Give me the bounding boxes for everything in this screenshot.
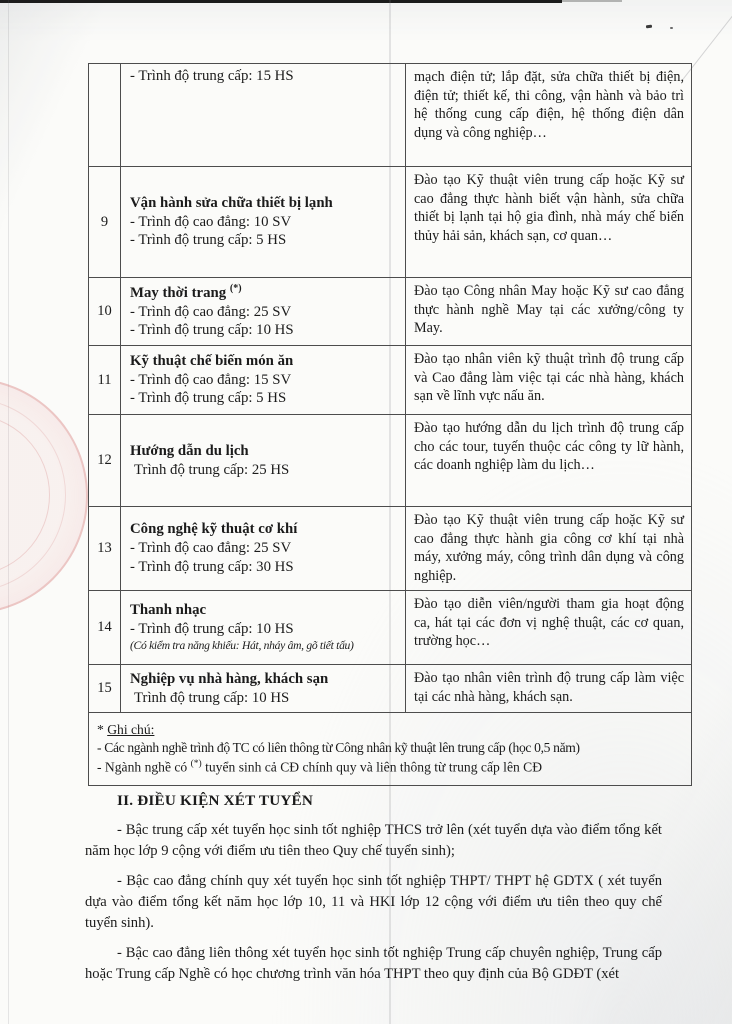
program-cell bbox=[121, 346, 406, 415]
program-level-line: - Trình độ cao đẳng: 10 SV bbox=[130, 213, 292, 230]
program-title: Hướng dẫn du lịch bbox=[130, 442, 249, 459]
table-row bbox=[89, 591, 692, 665]
program-level-line: Trình độ trung cấp: 25 HS bbox=[134, 461, 290, 478]
program-description: Đào tạo diễn viên/người tham gia hoạt động ca, hát tại các đơn vị nghệ thuật, các cơ quan, trường học… bbox=[406, 591, 692, 665]
program-title: May thời trang (*) bbox=[130, 282, 242, 301]
program-level-line: - Trình độ trung cấp: 15 HS bbox=[130, 68, 294, 84]
program-aptitude-note: (Có kiểm tra năng khiếu: Hát, nháy âm, gõ tiết tấu) bbox=[130, 638, 354, 652]
program-level-line: - Trình độ trung cấp: 10 HS bbox=[130, 322, 294, 339]
program-cell bbox=[121, 64, 406, 167]
section-heading: II. ĐIỀU KIỆN XÉT TUYỂN bbox=[117, 792, 314, 809]
row-number: 10 bbox=[89, 278, 121, 346]
table-row bbox=[89, 665, 692, 713]
programs-table bbox=[88, 63, 692, 786]
program-cell bbox=[121, 591, 406, 665]
program-cell bbox=[121, 415, 406, 507]
scan-speck bbox=[670, 27, 673, 29]
footnote bbox=[89, 713, 692, 786]
program-description: Đào tạo Kỹ thuật viên trung cấp hoặc Kỹ sư cao đẳng thực hành gia công cơ khí tại nhà máy, xưởng máy, công trình dân dụng và công nghiệp. bbox=[406, 507, 692, 591]
program-level-line: Trình độ trung cấp: 10 HS bbox=[134, 689, 290, 706]
paragraph: - Bậc cao đẳng chính quy xét tuyển học sinh tốt nghiệp THPT/ THPT hệ GDTX ( xét tuyển dựa vào điểm tổng kết năm học lớp 10, 11 và HKI lớp 12 cộng với điểm ưu tiên theo quy chế tuyển sinh). bbox=[85, 873, 662, 931]
section-2 bbox=[85, 792, 662, 994]
row-number: 11 bbox=[89, 346, 121, 415]
program-title: Thanh nhạc bbox=[130, 602, 207, 619]
program-title: Vận hành sửa chữa thiết bị lạnh bbox=[130, 194, 333, 211]
table-row bbox=[89, 415, 692, 507]
table-row bbox=[89, 507, 692, 591]
program-cell bbox=[121, 167, 406, 278]
program-level-line: - Trình độ cao đẳng: 25 SV bbox=[130, 540, 292, 557]
table-row bbox=[89, 346, 692, 415]
row-number: 15 bbox=[89, 665, 121, 713]
footnote-heading: * Ghi chú: bbox=[97, 721, 155, 737]
program-description: Đào tạo Kỹ thuật viên trung cấp hoặc Kỹ sư cao đẳng thực hành biết vận hành, sửa chữa thiết bị lạnh tại hộ gia đình, nhà máy chế biến thủy hải sản, khách sạn, cơ quan… bbox=[406, 167, 692, 278]
table-row bbox=[89, 278, 692, 346]
row-number bbox=[89, 64, 121, 167]
row-number: 14 bbox=[89, 591, 121, 665]
footnote-line: - Các ngành nghề trình độ TC có liên thông từ Công nhân kỹ thuật lên trung cấp (học 0,5 năm) bbox=[97, 740, 580, 756]
program-level-line: - Trình độ trung cấp: 10 HS bbox=[130, 621, 294, 638]
program-cell bbox=[121, 665, 406, 713]
scan-speck bbox=[646, 25, 652, 29]
program-description: Đào tạo nhân viên trình độ trung cấp làm việc tại các nhà hàng, khách sạn. bbox=[406, 665, 692, 713]
footnote-marker: (*) bbox=[229, 282, 242, 294]
scan-top-edge bbox=[0, 0, 562, 3]
program-level-line: - Trình độ trung cấp: 30 HS bbox=[130, 558, 294, 575]
program-level-line: - Trình độ trung cấp: 5 HS bbox=[130, 390, 287, 407]
program-description: Đào tạo Công nhân May hoặc Kỹ sư cao đẳng thực hành nghề May tại các xưởng/công ty May. bbox=[406, 278, 692, 346]
paragraph: - Bậc cao đẳng liên thông xét tuyển học sinh tốt nghiệp Trung cấp chuyên nghiệp, Trung cấp hoặc Trung cấp Nghề có học chương trình văn hóa THPT theo quy định của Bộ GDĐT (xét bbox=[85, 945, 662, 982]
program-cell bbox=[121, 507, 406, 591]
program-level-line: - Trình độ cao đẳng: 25 SV bbox=[130, 303, 292, 320]
table-row bbox=[89, 167, 692, 278]
program-title: Công nghệ kỹ thuật cơ khí bbox=[130, 521, 298, 538]
footnote-row bbox=[89, 713, 692, 786]
program-description: mạch điện tử; lắp đặt, sửa chữa thiết bị điện, điện tử; thiết kế, thi công, vận hành và bảo trì hệ thống cung cấp điện, hệ thống điện dân dụng và công nghiệp… bbox=[406, 64, 692, 167]
paragraph: - Bậc trung cấp xét tuyển học sinh tốt nghiệp THCS trở lên (xét tuyển dựa vào điểm tổng kết năm học lớp 9 cộng với điểm ưu tiên theo Quy chế tuyển sinh); bbox=[85, 822, 662, 859]
program-description: Đào tạo hướng dẫn du lịch trình độ trung cấp cho các tour, tuyến thuộc các công ty lữ hành, các doanh nghiệp làm du lịch… bbox=[406, 415, 692, 507]
program-level-line: - Trình độ cao đẳng: 15 SV bbox=[130, 371, 292, 388]
row-number: 9 bbox=[89, 167, 121, 278]
scan-top-edge-fade bbox=[562, 0, 622, 2]
footnote-line: - Ngành nghề có (*) tuyển sinh cả CĐ chính quy và liên thông từ trung cấp lên CĐ bbox=[97, 759, 543, 775]
program-title: Kỹ thuật chế biến món ăn bbox=[130, 352, 294, 369]
program-cell bbox=[121, 278, 406, 346]
row-number: 12 bbox=[89, 415, 121, 507]
program-level-line: - Trình độ trung cấp: 5 HS bbox=[130, 232, 287, 249]
program-description: Đào tạo nhân viên kỹ thuật trình độ trung cấp và Cao đẳng làm việc tại các nhà hàng, khách sạn về lĩnh vực nấu ăn. bbox=[406, 346, 692, 415]
table-row-continued bbox=[89, 64, 692, 167]
program-title: Nghiệp vụ nhà hàng, khách sạn bbox=[130, 670, 329, 687]
footnote-marker: (*) bbox=[190, 759, 202, 770]
row-number: 13 bbox=[89, 507, 121, 591]
